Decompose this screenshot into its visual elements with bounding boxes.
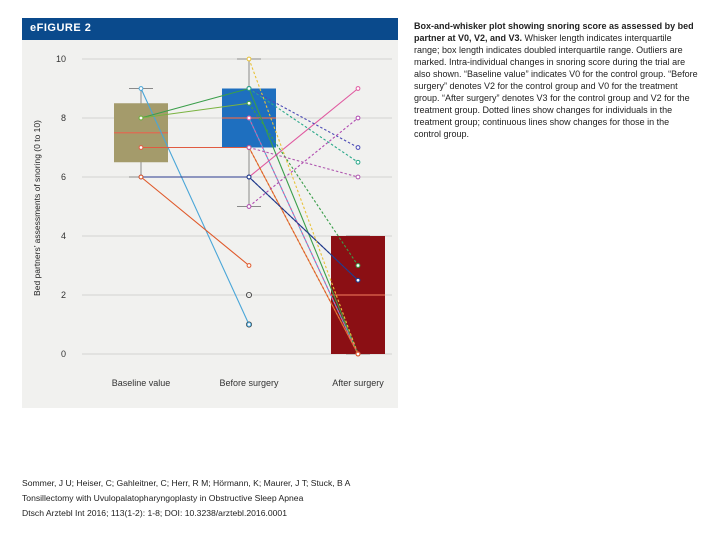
- y-tick-label: 4: [60, 231, 66, 241]
- data-point: [356, 87, 360, 91]
- figure-caption: [414, 20, 698, 140]
- data-point: [356, 116, 360, 120]
- citation-authors: Sommer, J U; Heiser, C; Gahleitner, C; Herr, R M; Hörmann, K; Maurer, J T; Stuck, B A: [22, 478, 351, 488]
- data-point: [139, 175, 143, 179]
- x-tick-label: Baseline value: [111, 378, 171, 388]
- control-change-line: [141, 177, 249, 266]
- x-tick-label: Before surgery: [219, 378, 279, 388]
- data-point: [247, 175, 251, 179]
- data-point: [247, 57, 251, 61]
- data-point: [247, 146, 251, 150]
- citation: [22, 476, 542, 521]
- caption-title: Box-and-whisker plot showing snoring score as assessed by bed partner at V0, V2, and V3.: [414, 21, 694, 43]
- y-tick-label: 8: [60, 113, 66, 123]
- point-layer: [139, 57, 360, 356]
- x-tick-label: After surgery: [332, 378, 384, 388]
- data-point: [356, 175, 360, 179]
- control-change-line: [249, 89, 358, 355]
- data-point: [356, 264, 360, 268]
- y-tick-label: 2: [60, 290, 66, 300]
- citation-title: Tonsillectomy with Uvulopalatopharyngoplasty in Obstructive Sleep Apnea: [22, 493, 304, 503]
- y-tick-label: 6: [60, 172, 66, 182]
- data-point: [247, 323, 251, 327]
- data-point: [247, 101, 251, 105]
- treatment-change-line: [249, 148, 358, 178]
- y-axis-label: Bed partners’ assessments of snoring (0 to 10): [32, 120, 42, 296]
- data-point: [139, 116, 143, 120]
- data-point: [356, 278, 360, 282]
- data-point: [247, 116, 251, 120]
- figure-label: eFIGURE 2: [30, 22, 92, 34]
- citation-source: Dtsch Arztebl Int 2016; 113(1-2): 1-8; DOI: 10.3238/arztebl.2016.0001: [22, 508, 287, 518]
- data-point: [139, 146, 143, 150]
- treatment-change-line: [249, 59, 358, 354]
- data-point: [356, 146, 360, 150]
- data-point: [247, 264, 251, 268]
- data-point: [356, 160, 360, 164]
- data-point: [356, 352, 360, 356]
- y-tick-label: 10: [55, 54, 66, 64]
- y-tick-label: 0: [60, 349, 66, 359]
- caption-body: Whisker length indicates interquartile range; box length indicates doubled interquartile range. Outliers are marked. Intra-individual changes in snoring score during the trial are also shown. “Baseline value” indicates V0 for the control group. “Before surgery” denotes V2 for the control group and V0 for the treatment group. “After surgery” denotes V3 for the control group and V2 for the treatment group. Dotted lines show changes for individuals in the treatment group; continuous lines show changes for those in the control group.: [414, 33, 698, 139]
- data-point: [247, 87, 251, 91]
- data-point: [139, 87, 143, 91]
- data-point: [247, 205, 251, 209]
